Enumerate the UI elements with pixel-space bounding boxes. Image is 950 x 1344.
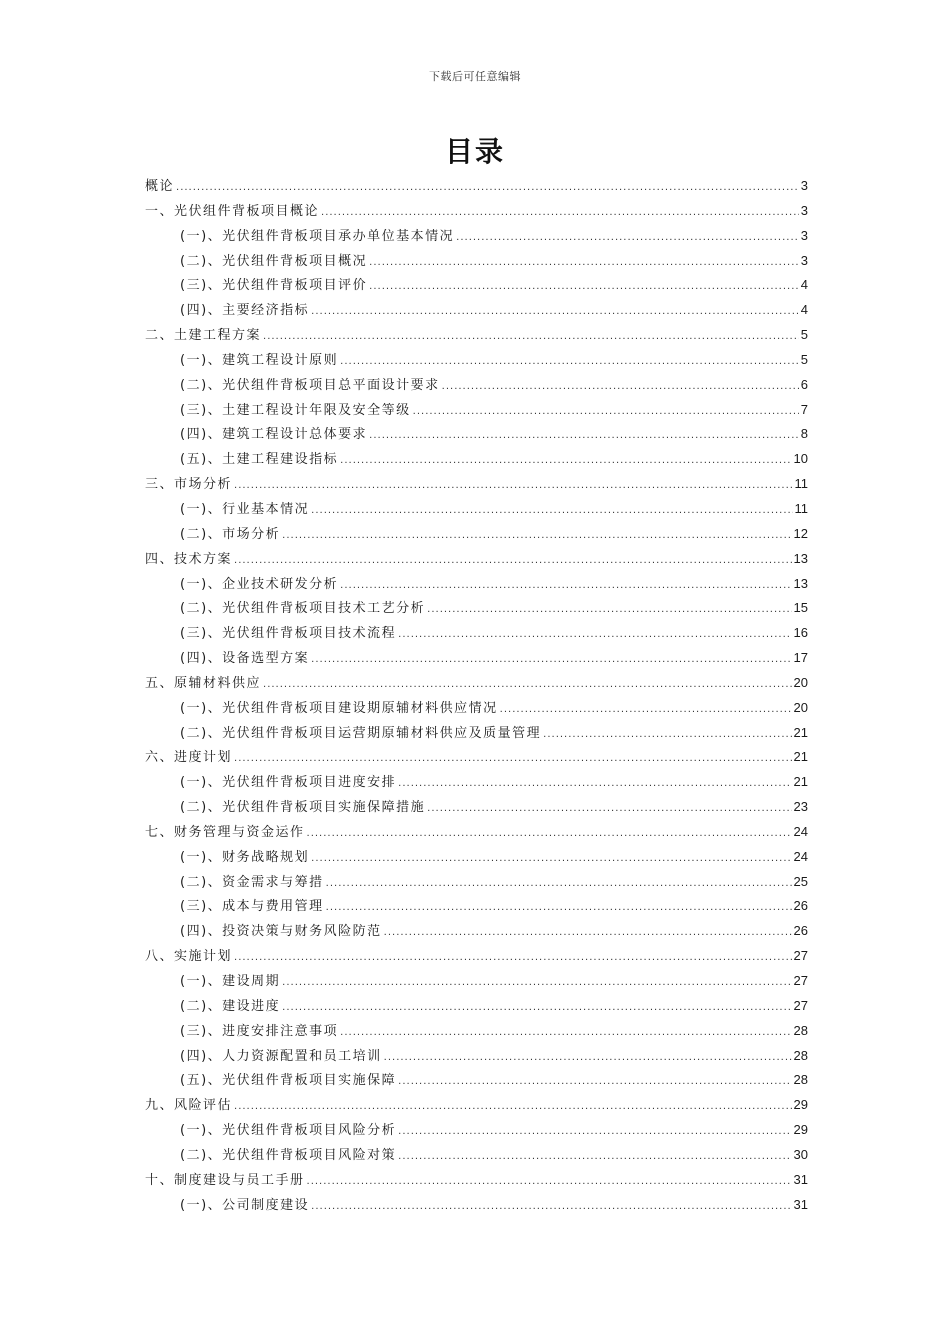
toc-entry-label: 二、土建工程方案 [145, 328, 262, 344]
toc-entry[interactable] [145, 1118, 808, 1143]
toc-entry-page-number: 21 [793, 724, 808, 740]
toc-entry[interactable] [145, 323, 808, 348]
toc-dot-leader [413, 400, 799, 425]
toc-entry-page-number: 26 [793, 923, 808, 939]
toc-entry-page-number: 13 [793, 575, 808, 591]
toc-entry-label: (三)、成本与费用管理 [180, 899, 324, 915]
toc-entry-page-number: 12 [793, 525, 808, 541]
toc-dot-leader [234, 1095, 792, 1120]
table-of-contents [145, 174, 808, 1217]
toc-entry-page-number: 25 [793, 873, 808, 889]
toc-entry-page-number: 26 [793, 898, 808, 914]
toc-entry-label: 五、原辅材料供应 [145, 675, 262, 691]
toc-dot-leader [311, 648, 791, 673]
toc-dot-leader [234, 549, 792, 574]
toc-dot-leader [340, 1021, 791, 1046]
toc-entry-label: (四)、主要经济指标 [180, 303, 310, 319]
toc-entry[interactable] [145, 472, 808, 497]
toc-dot-leader [398, 623, 791, 648]
toc-entry-label: (二)、光伏组件背板项目实施保障措施 [180, 800, 426, 816]
toc-entry-label: (一)、行业基本情况 [180, 501, 310, 517]
toc-entry[interactable] [145, 1044, 808, 1069]
toc-entry-label: (一)、光伏组件背板项目承办单位基本情况 [180, 228, 455, 244]
toc-entry-label: (一)、财务战略规划 [180, 849, 310, 865]
toc-entry[interactable] [145, 969, 808, 994]
toc-entry-page-number: 28 [793, 1047, 808, 1063]
toc-entry[interactable] [145, 398, 808, 423]
toc-entry[interactable] [145, 795, 808, 820]
toc-dot-leader [398, 1070, 791, 1095]
toc-dot-leader [282, 524, 791, 549]
toc-entry-page-number: 24 [793, 848, 808, 864]
toc-entry[interactable] [145, 745, 808, 770]
toc-dot-leader [398, 772, 791, 797]
toc-entry-label: (二)、光伏组件背板项目技术工艺分析 [180, 601, 426, 617]
toc-entry[interactable] [145, 522, 808, 547]
toc-entry[interactable] [145, 894, 808, 919]
toc-entry-label: (一)、公司制度建设 [180, 1197, 310, 1213]
toc-dot-leader [442, 375, 799, 400]
toc-dot-leader [311, 499, 792, 524]
toc-entry-page-number: 21 [793, 749, 808, 765]
toc-dot-leader [234, 747, 792, 772]
toc-dot-leader [340, 574, 791, 599]
toc-dot-leader [234, 946, 792, 971]
toc-entry-page-number: 10 [793, 451, 808, 467]
toc-entry-label: (二)、光伏组件背板项目总平面设计要求 [180, 377, 440, 393]
page-title: 目录 [444, 135, 505, 168]
toc-entry-label: 三、市场分析 [145, 477, 233, 493]
toc-entry-page-number: 15 [793, 600, 808, 616]
toc-entry[interactable] [145, 273, 808, 298]
toc-entry[interactable] [145, 994, 808, 1019]
toc-entry-page-number: 27 [793, 948, 808, 964]
toc-entry-label: (二)、光伏组件背板项目概况 [180, 253, 368, 269]
toc-entry-page-number: 8 [800, 426, 808, 442]
toc-entry[interactable] [145, 621, 808, 646]
toc-dot-leader [340, 449, 791, 474]
toc-entry-label: 七、财务管理与资金运作 [145, 824, 305, 840]
toc-entry[interactable] [145, 447, 808, 472]
toc-entry-label: 六、进度计划 [145, 750, 233, 766]
toc-entry[interactable] [145, 1193, 808, 1218]
toc-entry-label: (二)、资金需求与筹措 [180, 874, 324, 890]
toc-entry[interactable] [145, 646, 808, 671]
toc-entry-page-number: 21 [793, 774, 808, 790]
toc-entry-label: (三)、土建工程设计年限及安全等级 [180, 402, 411, 418]
toc-entry[interactable] [145, 298, 808, 323]
toc-entry-label: (二)、市场分析 [180, 526, 281, 542]
toc-entry-page-number: 28 [793, 1072, 808, 1088]
toc-entry-page-number: 3 [800, 178, 808, 193]
toc-entry[interactable] [145, 174, 808, 199]
toc-entry[interactable] [145, 1093, 808, 1118]
header-note: 下载后可任意编辑 [429, 70, 521, 83]
toc-dot-leader [427, 797, 791, 822]
toc-entry-label: (四)、人力资源配置和员工培训 [180, 1048, 382, 1064]
toc-entry[interactable] [145, 944, 808, 969]
toc-entry-label: (一)、建设周期 [180, 974, 281, 989]
toc-entry-label: (一)、光伏组件背板项目建设期原辅材料供应情况 [180, 700, 498, 716]
toc-entry-page-number: 27 [793, 973, 808, 988]
toc-entry-label: (二)、建设进度 [180, 998, 281, 1014]
toc-entry-page-number: 23 [793, 799, 808, 815]
toc-entry[interactable] [145, 1168, 808, 1193]
toc-entry-page-number: 3 [800, 227, 808, 243]
toc-entry-page-number: 16 [793, 625, 808, 641]
toc-entry[interactable] [145, 497, 808, 522]
toc-entry-label: (四)、设备选型方案 [180, 651, 310, 667]
toc-entry-label: (一)、光伏组件背板项目风险分析 [180, 1123, 397, 1139]
toc-dot-leader [263, 325, 799, 350]
toc-entry-page-number: 20 [793, 674, 808, 690]
toc-dot-leader [311, 300, 799, 325]
toc-entry[interactable] [145, 249, 808, 274]
toc-dot-leader [307, 1170, 792, 1195]
toc-entry[interactable] [145, 696, 808, 721]
toc-dot-leader [326, 896, 792, 921]
toc-entry-label: 十、制度建设与员工手册 [145, 1172, 305, 1188]
toc-dot-leader [369, 424, 799, 449]
toc-entry-label: (四)、建筑工程设计总体要求 [180, 427, 368, 443]
toc-entry[interactable] [145, 547, 808, 572]
toc-entry[interactable] [145, 348, 808, 373]
toc-dot-leader [456, 226, 799, 251]
toc-entry-label: (五)、光伏组件背板项目实施保障 [180, 1073, 397, 1089]
toc-entry-label: 一、光伏组件背板项目概论 [145, 203, 320, 219]
toc-entry-page-number: 11 [794, 476, 808, 492]
toc-entry[interactable] [145, 770, 808, 795]
toc-entry[interactable] [145, 1068, 808, 1093]
toc-entry-page-number: 20 [793, 699, 808, 715]
toc-entry-label: (五)、土建工程建设指标 [180, 452, 339, 468]
toc-entry[interactable] [145, 1143, 808, 1168]
toc-entry-page-number: 30 [793, 1146, 808, 1162]
toc-dot-leader [307, 822, 792, 847]
toc-entry-label: (二)、光伏组件背板项目风险对策 [180, 1147, 397, 1163]
toc-entry-page-number: 5 [800, 351, 808, 367]
toc-entry[interactable] [145, 919, 808, 944]
toc-entry[interactable] [145, 572, 808, 597]
toc-entry-page-number: 29 [793, 1122, 808, 1138]
toc-entry-page-number: 13 [793, 550, 808, 566]
toc-entry-page-number: 24 [793, 823, 808, 839]
toc-entry-page-number: 3 [800, 202, 808, 218]
toc-dot-leader [311, 1195, 791, 1220]
toc-entry-page-number: 7 [800, 401, 808, 417]
toc-entry-page-number: 29 [793, 1097, 808, 1113]
toc-entry-page-number: 3 [800, 252, 808, 268]
toc-entry-page-number: 6 [800, 376, 808, 392]
toc-dot-leader [398, 1145, 791, 1170]
toc-dot-leader [384, 921, 792, 946]
toc-dot-leader [326, 872, 792, 897]
toc-entry-label: 九、风险评估 [145, 1098, 233, 1114]
toc-dot-leader [369, 251, 799, 276]
toc-entry[interactable] [145, 373, 808, 398]
toc-dot-leader [234, 474, 792, 499]
toc-entry[interactable] [145, 721, 808, 746]
toc-dot-leader [321, 201, 799, 226]
toc-entry[interactable] [145, 845, 808, 870]
toc-dot-leader [311, 847, 791, 872]
toc-dot-leader [384, 1046, 792, 1071]
toc-entry[interactable] [145, 199, 808, 224]
toc-entry-page-number: 31 [793, 1196, 808, 1212]
toc-entry-page-number: 4 [800, 277, 808, 293]
toc-entry-label: 概论 [145, 179, 175, 194]
toc-entry-label: (三)、光伏组件背板项目评价 [180, 278, 368, 294]
toc-dot-leader [543, 723, 791, 748]
toc-dot-leader [282, 996, 791, 1021]
toc-entry-page-number: 31 [793, 1171, 808, 1187]
toc-entry-page-number: 17 [793, 650, 808, 666]
toc-dot-leader [282, 971, 791, 996]
toc-dot-leader [340, 350, 799, 375]
toc-entry-label: (三)、光伏组件背板项目技术流程 [180, 626, 397, 642]
toc-entry-label: (一)、建筑工程设计原则 [180, 352, 339, 368]
toc-entry-label: (二)、光伏组件背板项目运营期原辅材料供应及质量管理 [180, 725, 542, 741]
toc-dot-leader [427, 598, 791, 623]
toc-entry[interactable] [145, 671, 808, 696]
toc-entry[interactable] [145, 422, 808, 447]
toc-entry-label: 四、技术方案 [145, 551, 233, 567]
toc-entry-page-number: 27 [793, 997, 808, 1013]
toc-dot-leader [263, 673, 792, 698]
toc-entry[interactable] [145, 596, 808, 621]
toc-dot-leader [398, 1120, 791, 1145]
toc-entry-label: (一)、企业技术研发分析 [180, 576, 339, 592]
toc-entry[interactable] [145, 870, 808, 895]
toc-entry-page-number: 28 [793, 1022, 808, 1038]
toc-entry-page-number: 5 [800, 327, 808, 343]
toc-entry[interactable] [145, 224, 808, 249]
toc-dot-leader [176, 176, 799, 201]
toc-entry-label: (三)、进度安排注意事项 [180, 1023, 339, 1039]
toc-dot-leader [369, 275, 799, 300]
toc-entry-label: (四)、投资决策与财务风险防范 [180, 924, 382, 940]
toc-dot-leader [500, 698, 792, 723]
toc-entry[interactable] [145, 820, 808, 845]
toc-entry-label: 八、实施计划 [145, 949, 233, 965]
toc-entry[interactable] [145, 1019, 808, 1044]
toc-entry-page-number: 11 [794, 500, 808, 516]
toc-entry-label: (一)、光伏组件背板项目进度安排 [180, 775, 397, 791]
toc-entry-page-number: 4 [800, 302, 808, 318]
